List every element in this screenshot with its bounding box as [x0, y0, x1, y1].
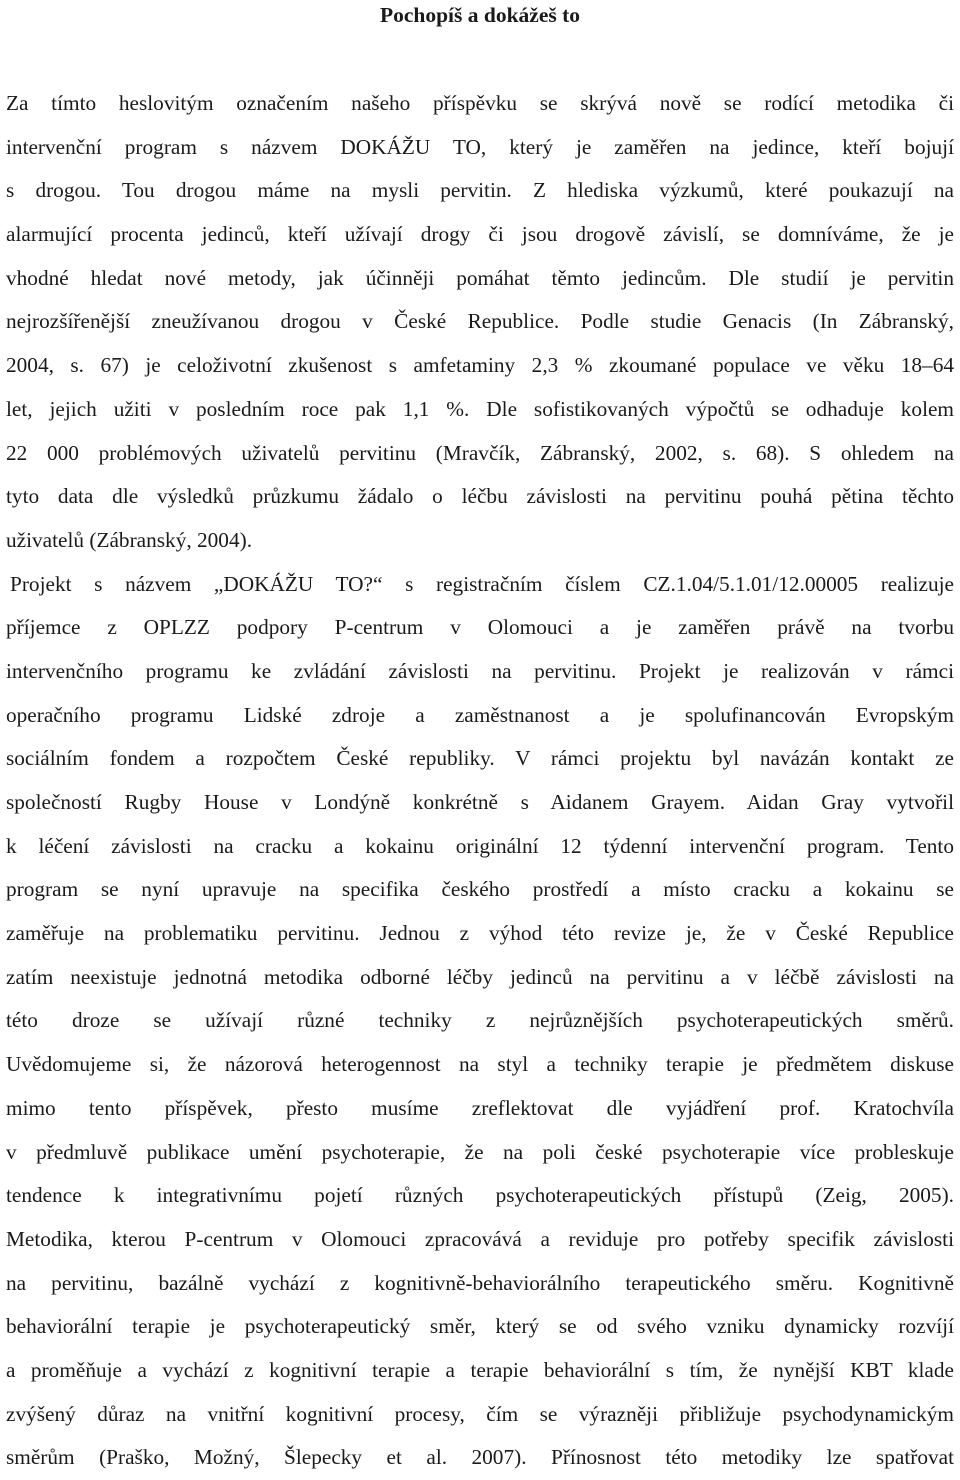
document-body: [6, 82, 954, 1480]
text-line: 22 000 problémových uživatelů pervitinu (Mravčík, Zábranský, 2002, s. 68). S ohledem na: [6, 440, 954, 465]
text-line: intervenčního programu ke zvládání závislosti na pervitinu. Projekt je realizován v rámci: [6, 658, 954, 683]
text-line: nejrozšířenější zneužívanou drogou v České Republice. Podle studie Genacis (In Zábranský,: [6, 309, 954, 334]
text-line: společností Rugby House v Londýně konkrétně s Aidanem Grayem. Aidan Gray vytvořil: [6, 790, 954, 814]
text-line: tyto data dle výsledků průzkumu žádalo o léčbu závislosti na pervitinu pouhá pětina těchto: [6, 484, 954, 509]
text-line: vhodné hledat nové metody, jak účinněji pomáhat těmto jedincům. Dle studií je pervitin: [6, 265, 954, 290]
text-line: program se nyní upravuje na specifika českého prostředí a místo cracku a kokainu se: [6, 877, 954, 902]
text-line: uživatelů (Zábranský, 2004).: [6, 527, 253, 552]
text-line: Metodika, kterou P-centrum v Olomouci zpracovává a reviduje pro potřeby specifik závislosti: [6, 1226, 954, 1251]
text-line: tendence k integrativnímu pojetí různých psychoterapeutických přístupů (Zeig, 2005).: [6, 1183, 954, 1208]
text-line: zaměřuje na problematiku pervitinu. Jednou z výhod této revize je, že v České Republice: [6, 921, 954, 946]
document-title: Pochopíš a dokážeš to: [379, 3, 581, 27]
text-line: a proměňuje a vychází z kognitivní terapie a terapie behaviorální s tím, že nynější KBT klade: [6, 1357, 954, 1382]
text-line: směrům (Praško, Možný, Šlepecky et al. 2007). Přínosnost této metodiky lze spatřovat: [6, 1445, 954, 1470]
text-line: Za tímto heslovitým označením našeho příspěvku se skrývá nově se rodící metodika či: [6, 91, 954, 115]
text-line: alarmující procenta jedinců, kteří užívají drogy či jsou drogově závislí, se domníváme, že je: [6, 222, 954, 247]
text-line: behaviorální terapie je psychoterapeutický směr, který se od svého vzniku dynamicky rozvíjí: [6, 1314, 954, 1339]
text-line: Projekt s názvem „DOKÁŽU TO?“ s registračním číslem CZ.1.04/5.1.01/12.00005 realizuje: [10, 571, 954, 596]
text-line: k léčení závislosti na cracku a kokainu originální 12 týdenní intervenční program. Tento: [6, 833, 954, 858]
text-line: v předmluvě publikace umění psychoterapie, že na poli české psychoterapie více probleskuje: [6, 1139, 954, 1164]
text-line: intervenční program s názvem DOKÁŽU TO, který je zaměřen na jedince, kteří bojují: [6, 134, 954, 159]
text-line: příjemce z OPLZZ podpory P-centrum v Olomouci a je zaměřen právě na tvorbu: [6, 615, 954, 640]
text-line: zatím neexistuje jednotná metodika odborné léčby jedinců na pervitinu a v léčbě závislosti na: [6, 964, 954, 989]
text-line: mimo tento příspěvek, přesto musíme zreflektovat dle vyjádření prof. Kratochvíla: [6, 1095, 954, 1120]
text-line: zvýšený důraz na vnitřní kognitivní procesy, čím se výrazněji přibližuje psychodynamickým: [6, 1401, 954, 1426]
text-line: této droze se užívají různé techniky z nejrůznějších psychoterapeutických směrů.: [6, 1008, 954, 1033]
text-line: 2004, s. 67) je celoživotní zkušenost s amfetaminy 2,3 % zkoumané populace ve věku 18–64: [6, 353, 954, 378]
text-line: let, jejich užiti v posledním roce pak 1,1 %. Dle sofistikovaných výpočtů se odhaduje kolem: [6, 396, 954, 421]
spacer: [6, 42, 954, 82]
text-line: sociálním fondem a rozpočtem České republiky. V rámci projektu byl navázán kontakt ze: [6, 746, 954, 771]
text-line: s drogou. Tou drogou máme na mysli pervitin. Z hlediska výzkumů, které poukazují na: [6, 178, 954, 203]
text-line: Uvědomujeme si, že názorová heterogennost na styl a techniky terapie je předmětem diskuse: [6, 1052, 954, 1077]
text-line: operačního programu Lidské zdroje a zaměstnanost a je spolufinancován Evropským: [6, 702, 954, 727]
document-page: [6, 0, 954, 1480]
text-line: na pervitinu, bazálně vychází z kognitivně-behaviorálního terapeutického směru. Kognitivně: [6, 1270, 954, 1295]
